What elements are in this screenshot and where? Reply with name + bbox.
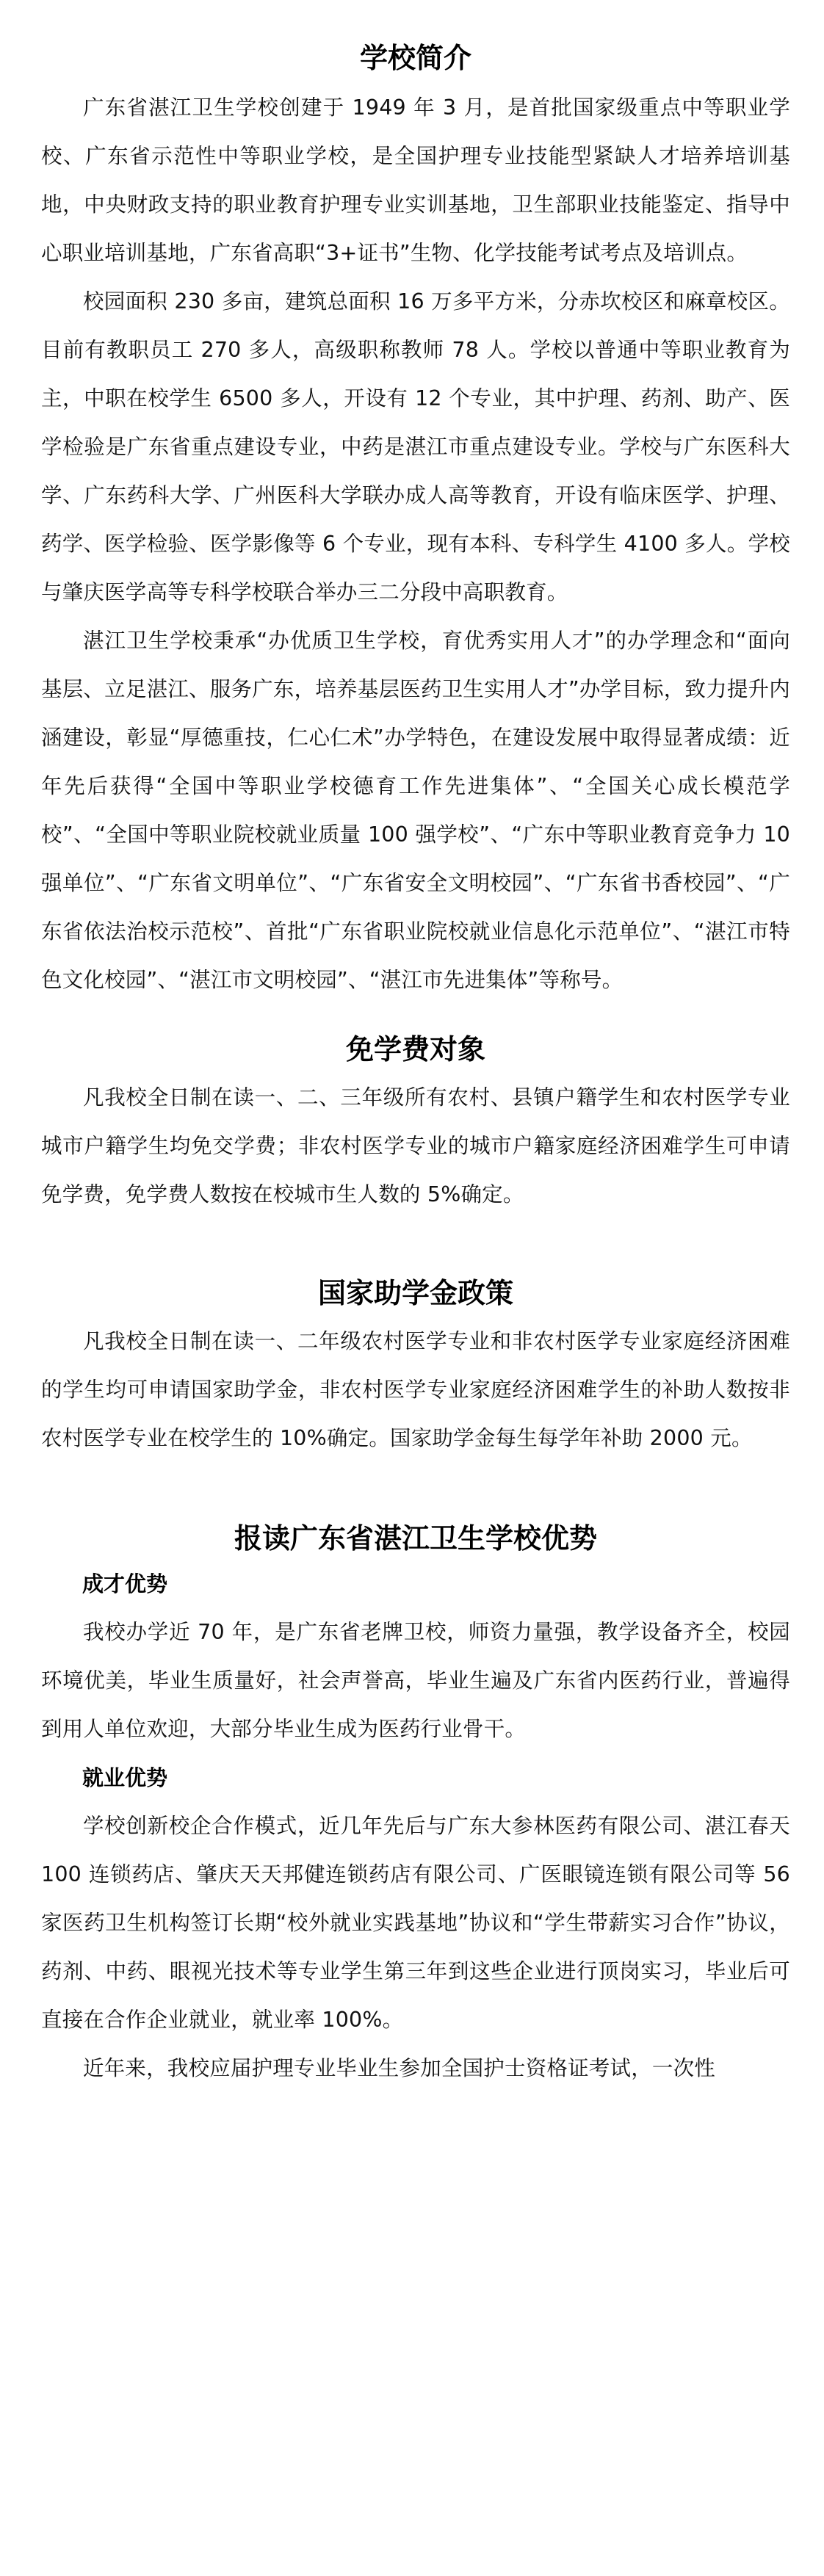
- section-school-intro: [41, 38, 790, 1005]
- section-advantages: [41, 1519, 790, 2093]
- section-title-advantages: 报读广东省湛江卫生学校优势: [234, 1522, 597, 1555]
- subheading-talent-advantage: 成才优势: [82, 1571, 168, 1596]
- grant-paragraph: 凡我校全日制在读一、二年级农村医学专业和非农村医学专业家庭经济困难的学生均可申请国家助学金，非农村医学专业家庭经济困难学生的补助人数按非农村医学专业在校学生的 10%确定。国家助学金每生每学年补助 2000 元。: [41, 1329, 790, 1450]
- intro-paragraph: 湛江卫生学校秉承“办优质卫生学校，育优秀实用人才”的办学理念和“面向基层、立足湛江、服务广东，培养基层医药卫生实用人才”办学目标，致力提升内涵建设，彰显“厚德重技，仁心仁术”办学特色，在建设发展中取得显著成绩：近年先后获得“全国中等职业学校德育工作先进集体”、“全国关心成长模范学校”、“全国中等职业院校就业质量 100 强学校”、“广东中等职业教育竞争力 10 强单位”、“广东省文明单位”、“广东省安全文明校园”、“广东省书香校园”、“广东省依法治校示范校”、首批“广东省职业院校就业信息化示范单位”、“湛江市特色文化校园”、“湛江市文明校园”、“湛江市先进集体”等称号。: [41, 629, 790, 992]
- subheading-employment-advantage: 就业优势: [82, 1765, 168, 1790]
- free-tuition-paragraph: 凡我校全日制在读一、二、三年级所有农村、县镇户籍学生和农村医学专业城市户籍学生均免交学费；非农村医学专业的城市户籍家庭经济困难学生可申请免学费，免学费人数按在校城市生人数的 5%确定。: [41, 1085, 790, 1206]
- intro-paragraph: 广东省湛江卫生学校创建于 1949 年 3 月，是首批国家级重点中等职业学校、广东省示范性中等职业学校，是全国护理专业技能型紧缺人才培养培训基地，中央财政支持的职业教育护理专业实训基地，卫生部职业技能鉴定、指导中心职业培训基地，广东省高职“3+证书”生物、化学技能考试考点及培训点。: [41, 95, 790, 265]
- section-title-school-intro: 学校简介: [359, 41, 471, 74]
- employment-advantage-paragraph: 近年来，我校应届护理专业毕业生参加全国护士资格证考试，一次性: [83, 2056, 716, 2080]
- section-title-free-tuition: 免学费对象: [345, 1032, 485, 1066]
- section-national-grant: [41, 1273, 790, 1463]
- talent-advantage-paragraph: 我校办学近 70 年，是广东省老牌卫校，师资力量强，教学设备齐全，校园环境优美，毕业生质量好，社会声誉高，毕业生遍及广东省内医药行业，普遍得到用人单位欢迎，大部分毕业生成为医药行业骨干。: [41, 1620, 790, 1741]
- section-title-national-grant: 国家助学金政策: [317, 1276, 513, 1309]
- section-free-tuition: [41, 1030, 790, 1219]
- intro-paragraph: 校园面积 230 多亩，建筑总面积 16 万多平方米，分赤坎校区和麻章校区。目前有教职员工 270 多人，高级职称教师 78 人。学校以普通中等职业教育为主，中职在校学生 6500 多人，开设有 12 个专业，其中护理、药剂、助产、医学检验是广东省重点建设专业，中药是湛江市重点建设专业。学校与广东医科大学、广东药科大学、广州医科大学联办成人高等教育，开设有临床医学、护理、药学、医学检验、医学影像等 6 个专业，现有本科、专科学生 4100 多人。学校与肇庆医学高等专科学校联合举办三二分段中高职教育。: [41, 289, 790, 604]
- employment-advantage-paragraph: 学校创新校企合作模式，近几年先后与广东大参林医药有限公司、湛江春天 100 连锁药店、肇庆天天邦健连锁药店有限公司、广医眼镜连锁有限公司等 56 家医药卫生机构签订长期“校外就业实践基地”协议和“学生带薪实习合作”协议，药剂、中药、眼视光技术等专业学生第三年到这些企业进行顶岗实习，毕业后可直接在合作企业就业，就业率 100%。: [41, 1814, 790, 2032]
